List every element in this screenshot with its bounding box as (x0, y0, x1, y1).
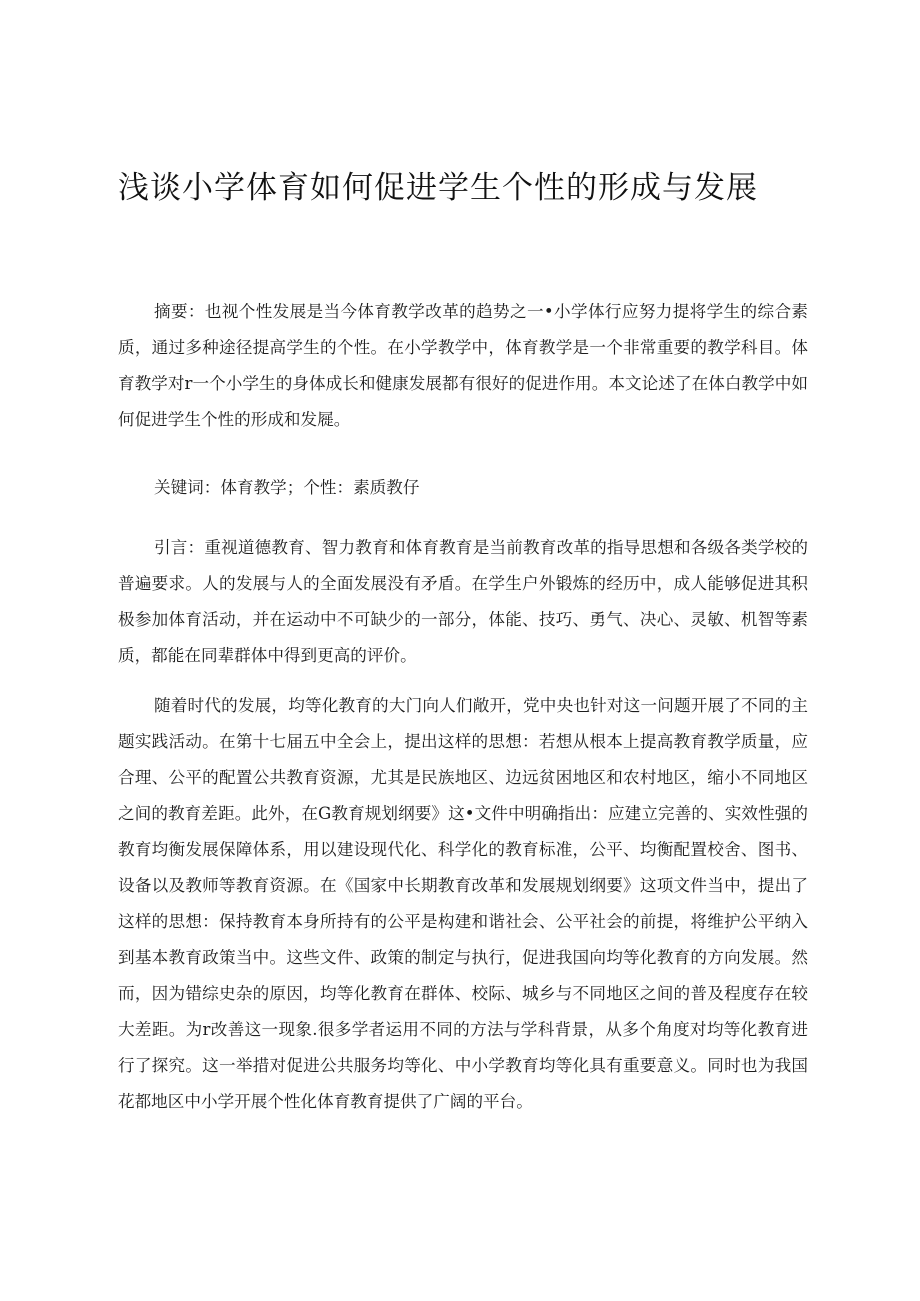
abstract-paragraph: 摘要：也视个性发展是当今体育教学改革的趋势之一•小学体行应努力提将学生的综合素质，通过多种途径提高学生的个性。在小学教学中，体育教学是一个非常重要的教学科目。体育教学对r一个小学生的身体成长和健康发展都有很好的促进作用。本文论述了在体白教学中如何促进学生个性的形成和发屣。 (118, 302, 808, 429)
document-title: 浅谈小学体育如何促进学生个性的形成与发展 (118, 170, 758, 206)
introduction-paragraph: 引言：重视道德教育、智力教育和体育教育是当前教育改革的指导思想和各级各类学校的普遍要求。人的发展与人的全面发展没有矛盾。在学生户外锻炼的经历中，成人能够促进其积极参加体育活动，并在运动中不可缺少的一部分，体能、技巧、勇气、决心、灵敏、机智等素质，都能在同辈群体中得到更高的评价。 (118, 538, 808, 665)
body-paragraph: 随着时代的发展，均等化教育的大门向人们敞开，党中央也针对这一问题开展了不同的主题实践活动。在第十七届五中全会上，提出这样的思想：若想从根本上提高教育教学质量，应合理、公平的配置公共教育资源，尤其是民族地区、边远贫困地区和农村地区，缩小不同地区之间的教育差距。此外，在G教育规划纲要》这•文件中明确指出：应建立完善的、实效性强的教育均衡发展保障体系，用以建设现代化、科学化的教育标准，公平、均衡配置校舍、图书、设备以及教师等教育资源。在《国家中长期教育改革和发展规划纲要》这项文件当中，提出了这样的思想：保持教育本身所持有的公平是构建和谐社会、公平社会的前提，将维护公平纳入到基本教育政策当中。这些文件、政策的制定与执行，促进我国向均等化教育的方向发展。然而，因为错综史杂的原因，均等化教育在群体、校际、城乡与不同地区之间的普及程度存在较大差距。为r改善这一现象.很多学者运用不同的方法与学科背景，从多个角度对均等化教育进行了探究。这一举措对促进公共服务均等化、中小学教育均等化具有重要意义。同时也为我国花都地区中小学开展个性化体育教育提供了广阔的平台。 (118, 696, 808, 1111)
keywords-line: 关键词：体育教学；个性：素质教仔 (154, 478, 420, 497)
